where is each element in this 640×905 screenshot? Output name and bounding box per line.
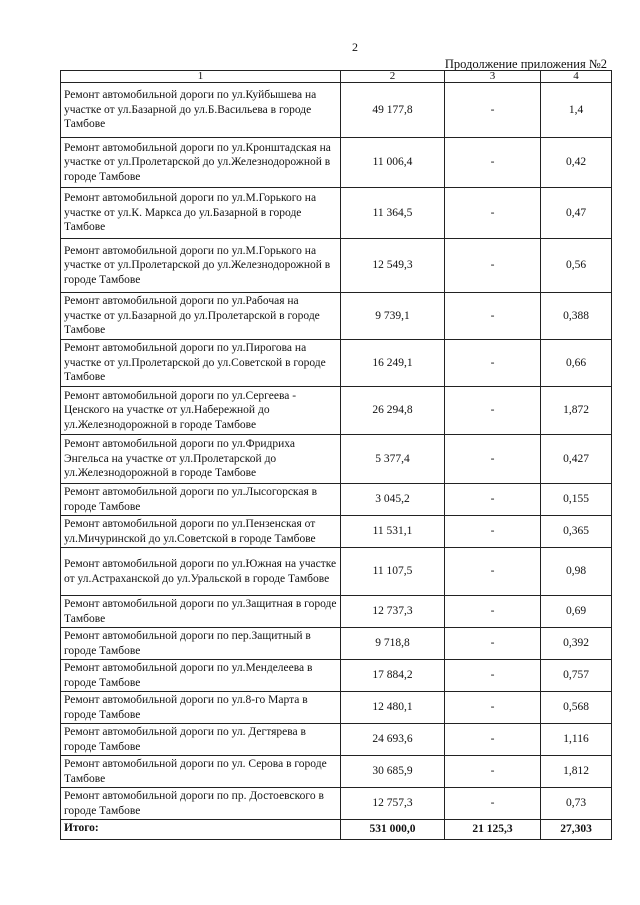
col3-cell: - — [445, 628, 541, 660]
amount-cell: 9 739,1 — [341, 293, 445, 340]
col3-cell: - — [445, 692, 541, 724]
length-cell: 0,392 — [541, 628, 612, 660]
table-row — [61, 435, 612, 484]
project-name-cell: Ремонт автомобильной дороги по ул.Менделеева в городе Тамбове — [61, 660, 341, 692]
project-name-cell: Ремонт автомобильной дороги по ул.Южная на участке от ул.Астраханской до ул.Уральской в городе Тамбове — [61, 548, 341, 596]
amount-cell: 9 718,8 — [341, 628, 445, 660]
length-cell: 0,155 — [541, 484, 612, 516]
amount-cell: 12 757,3 — [341, 788, 445, 820]
length-cell: 1,812 — [541, 756, 612, 788]
col3-cell: - — [445, 756, 541, 788]
amount-cell: 24 693,6 — [341, 724, 445, 756]
length-cell: 0,47 — [541, 188, 612, 239]
amount-cell: 5 377,4 — [341, 435, 445, 484]
col3-cell: - — [445, 387, 541, 435]
col3-cell: - — [445, 484, 541, 516]
project-name-cell: Ремонт автомобильной дороги по ул. Серова в городе Тамбове — [61, 756, 341, 788]
table-row — [61, 788, 612, 820]
project-name-cell: Ремонт автомобильной дороги по ул.М.Горького на участке от ул.Пролетарской до ул.Железнодорожной в городе Тамбове — [61, 239, 341, 293]
project-name-cell: Ремонт автомобильной дороги по ул.Фридриха Энгельса на участке от ул.Пролетарской до ул.Железнодорожной в городе Тамбове — [61, 435, 341, 484]
length-cell: 0,388 — [541, 293, 612, 340]
project-name-cell: Ремонт автомобильной дороги по пер.Защитный в городе Тамбове — [61, 628, 341, 660]
table-row — [61, 484, 612, 516]
header-cell: 4 — [541, 71, 612, 83]
length-cell: 0,73 — [541, 788, 612, 820]
table-row — [61, 548, 612, 596]
col3-cell: - — [445, 83, 541, 138]
project-name-cell: Ремонт автомобильной дороги по ул.Пирогова на участке от ул.Пролетарской до ул.Советской в городе Тамбове — [61, 340, 341, 387]
amount-cell: 49 177,8 — [341, 83, 445, 138]
col3-cell: - — [445, 724, 541, 756]
length-cell: 0,66 — [541, 340, 612, 387]
table-row — [61, 756, 612, 788]
table-row — [61, 138, 612, 188]
table-row — [61, 516, 612, 548]
project-name-cell: Ремонт автомобильной дороги по ул.Пензенская от ул.Мичуринской до ул.Советской в городе Тамбове — [61, 516, 341, 548]
header-cell: 3 — [445, 71, 541, 83]
project-name-cell: Ремонт автомобильной дороги по ул.Куйбышева на участке от ул.Базарной до ул.Б.Васильева в городе Тамбове — [61, 83, 341, 138]
amount-cell: 11 107,5 — [341, 548, 445, 596]
amount-cell: 30 685,9 — [341, 756, 445, 788]
table-row — [61, 596, 612, 628]
road-repair-table — [60, 70, 612, 840]
header-cell: 1 — [61, 71, 341, 83]
table-row — [61, 340, 612, 387]
col3-cell: - — [445, 660, 541, 692]
table-row — [61, 387, 612, 435]
project-name-cell: Ремонт автомобильной дороги по ул.Лысогорская в городе Тамбове — [61, 484, 341, 516]
col3-cell: - — [445, 435, 541, 484]
table-row — [61, 660, 612, 692]
project-name-cell: Ремонт автомобильной дороги по ул.Рабочая на участке от ул.Базарной до ул.Пролетарской в городе Тамбове — [61, 293, 341, 340]
amount-cell: 11 531,1 — [341, 516, 445, 548]
project-name-cell: Ремонт автомобильной дороги по ул. Дегтярева в городе Тамбове — [61, 724, 341, 756]
col3-cell: - — [445, 596, 541, 628]
project-name-cell: Ремонт автомобильной дороги по пр. Достоевского в городе Тамбове — [61, 788, 341, 820]
amount-cell: 12 549,3 — [341, 239, 445, 293]
table-row — [61, 628, 612, 660]
project-name-cell: Ремонт автомобильной дороги по ул.Кронштадская на участке от ул.Пролетарской до ул.Железнодорожной в городе Тамбове — [61, 138, 341, 188]
col3-cell: - — [445, 138, 541, 188]
table-row — [61, 692, 612, 724]
amount-cell: 16 249,1 — [341, 340, 445, 387]
amount-cell: 11 006,4 — [341, 138, 445, 188]
project-name-cell: Ремонт автомобильной дороги по ул.Защитная в городе Тамбове — [61, 596, 341, 628]
amount-cell: 26 294,8 — [341, 387, 445, 435]
total-col3: 21 125,3 — [445, 820, 541, 840]
length-cell: 0,42 — [541, 138, 612, 188]
table-row — [61, 83, 612, 138]
project-name-cell: Ремонт автомобильной дороги по ул.М.Горького на участке от ул.К. Маркса до ул.Базарной в городе Тамбове — [61, 188, 341, 239]
col3-cell: - — [445, 340, 541, 387]
project-name-cell: Ремонт автомобильной дороги по ул.Сергеева - Ценского на участке от ул.Набережной до ул.Железнодорожной в городе Тамбове — [61, 387, 341, 435]
total-row — [61, 820, 612, 840]
length-cell: 0,56 — [541, 239, 612, 293]
amount-cell: 17 884,2 — [341, 660, 445, 692]
table-row — [61, 724, 612, 756]
table-row — [61, 188, 612, 239]
page-number: 2 — [352, 40, 358, 54]
length-cell: 1,872 — [541, 387, 612, 435]
amount-cell: 3 045,2 — [341, 484, 445, 516]
amount-cell: 12 480,1 — [341, 692, 445, 724]
total-length: 27,303 — [541, 820, 612, 840]
header-row — [61, 71, 612, 83]
table-row — [61, 239, 612, 293]
length-cell: 0,365 — [541, 516, 612, 548]
continuation-caption: Продолжение приложения №2 — [444, 57, 607, 71]
length-cell: 0,757 — [541, 660, 612, 692]
length-cell: 0,568 — [541, 692, 612, 724]
table-row — [61, 293, 612, 340]
length-cell: 0,69 — [541, 596, 612, 628]
amount-cell: 12 737,3 — [341, 596, 445, 628]
col3-cell: - — [445, 788, 541, 820]
length-cell: 1,4 — [541, 83, 612, 138]
project-name-cell: Ремонт автомобильной дороги по ул.8-го Марта в городе Тамбове — [61, 692, 341, 724]
col3-cell: - — [445, 188, 541, 239]
total-label: Итого: — [61, 820, 341, 840]
header-cell: 2 — [341, 71, 445, 83]
col3-cell: - — [445, 239, 541, 293]
length-cell: 0,98 — [541, 548, 612, 596]
amount-cell: 11 364,5 — [341, 188, 445, 239]
length-cell: 1,116 — [541, 724, 612, 756]
total-amount: 531 000,0 — [341, 820, 445, 840]
col3-cell: - — [445, 548, 541, 596]
col3-cell: - — [445, 516, 541, 548]
col3-cell: - — [445, 293, 541, 340]
length-cell: 0,427 — [541, 435, 612, 484]
